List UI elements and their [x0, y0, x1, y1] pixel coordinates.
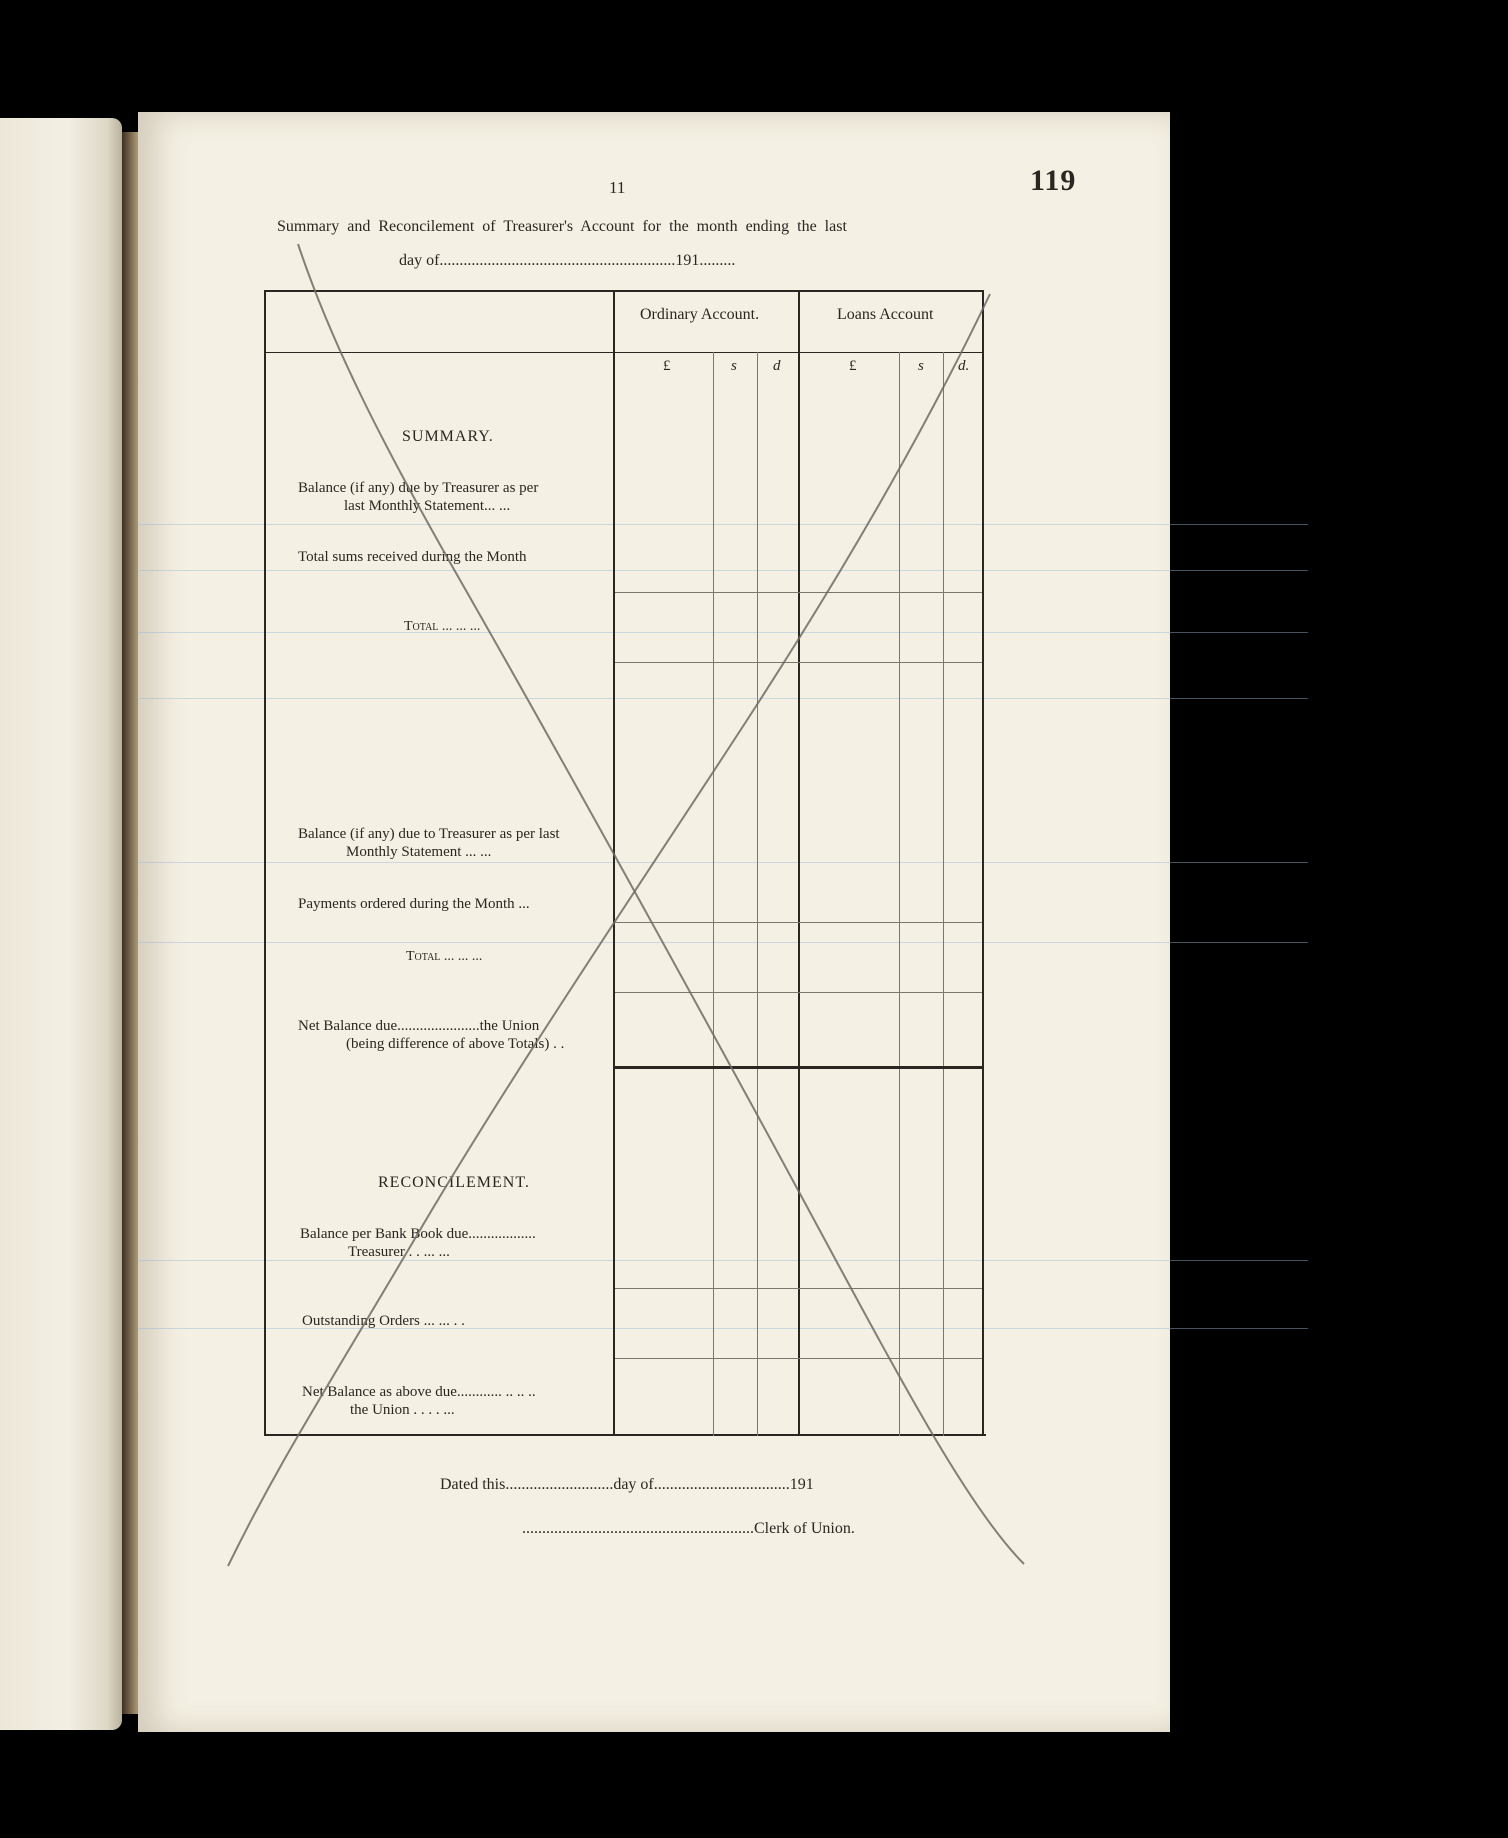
- header-shilling: s: [731, 358, 737, 374]
- form-heading: Summary and Reconcilement of Treasurer's Account for the month ending the last: [277, 218, 847, 235]
- row-total-1: Total ... ... ...: [404, 619, 481, 634]
- row-payments-ordered: Payments ordered during the Month ...: [298, 896, 530, 912]
- row-balance-to-treasurer-2: Monthly Statement ... ...: [346, 844, 492, 860]
- header-pence-loans: d.: [958, 358, 970, 374]
- page-number: 11: [609, 178, 626, 197]
- dated-line: Dated this...........................day of..................................191: [440, 1476, 814, 1493]
- stamp-number: 119: [1030, 164, 1077, 197]
- header-pence: d: [773, 358, 781, 374]
- row-balance-to-treasurer: Balance (if any) due to Treasurer as per last: [298, 826, 560, 842]
- row-bank-book: Balance per Bank Book due..................: [300, 1226, 536, 1242]
- row-net-balance-above: Net Balance as above due............ .. .. ..: [302, 1384, 536, 1400]
- header-pound: £: [663, 358, 671, 374]
- row-balance-by-treasurer: Balance (if any) due by Treasurer as per: [298, 480, 539, 496]
- row-total-received: Total sums received during the Month: [298, 549, 527, 565]
- header-pound-loans: £: [849, 358, 857, 374]
- clerk-signature-line: ..........................................................Clerk of Union.: [522, 1520, 855, 1537]
- header-ordinary-account: Ordinary Account.: [640, 306, 760, 323]
- row-net-balance: Net Balance due......................the Union: [298, 1018, 540, 1034]
- row-total-2: Total ... ... ...: [406, 949, 483, 964]
- row-net-balance-2: (being difference of above Totals) . .: [346, 1036, 565, 1052]
- summary-title: SUMMARY.: [402, 428, 494, 445]
- form-heading-date: day of...........................................................191.........: [399, 252, 736, 269]
- row-net-balance-above-2: the Union . . . . ...: [350, 1402, 455, 1418]
- row-balance-by-treasurer-2: last Monthly Statement... ...: [344, 498, 511, 514]
- row-outstanding-orders: Outstanding Orders ... ... . .: [302, 1313, 465, 1329]
- reconcilement-title: RECONCILEMENT.: [378, 1174, 530, 1191]
- header-loans-account: Loans Account: [837, 306, 934, 323]
- row-bank-book-2: Treasurer . . ... ...: [348, 1244, 450, 1260]
- header-shilling-loans: s: [918, 358, 924, 374]
